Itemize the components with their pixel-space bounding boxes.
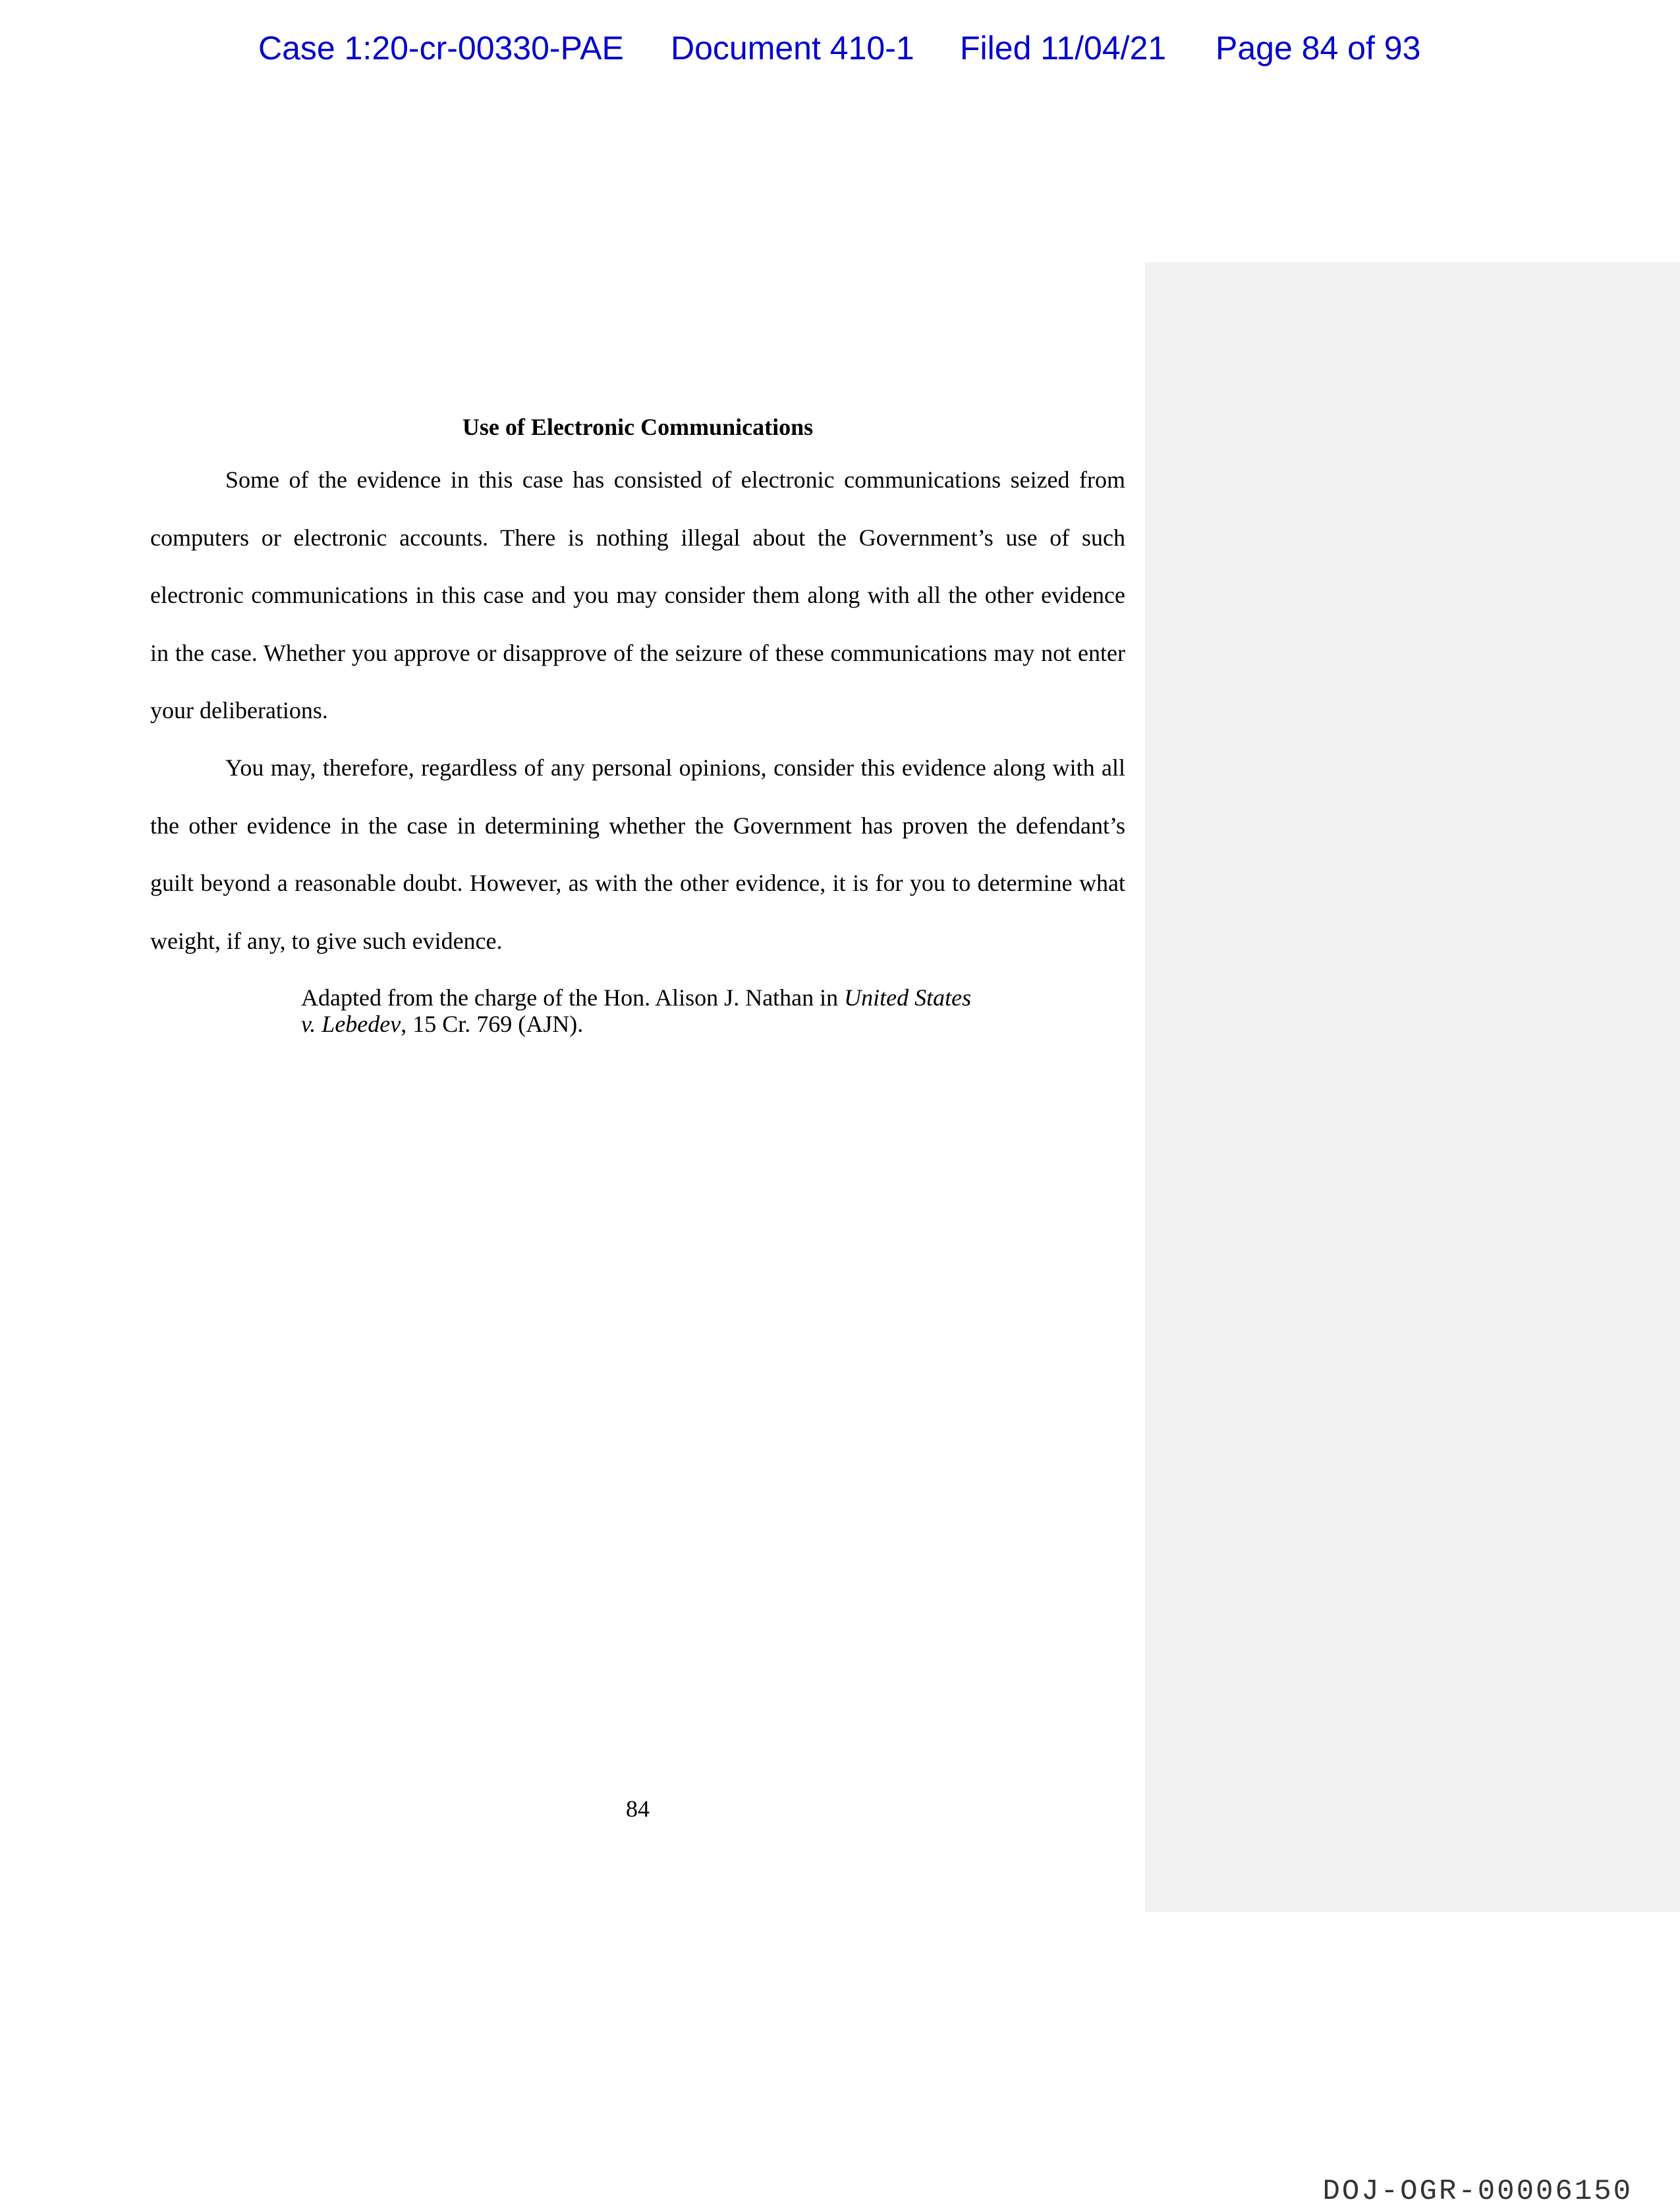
case-header (0, 29, 1680, 75)
filed-date: Filed 11/04/21 (960, 30, 1167, 67)
paragraph-1: Some of the evidence in this case has consisted of electronic communications seized from computers or electronic accounts. There is nothing illegal about the Government’s use of such electronic communications in this case and you may consider them along with all the other evidence in the case. Whether you approve or disapprove of the seizure of these communications may not enter your deliberations. (150, 467, 1125, 723)
case-number: Case 1:20-cr-00330-PAE (258, 30, 624, 67)
bates-number: DOJ-OGR-00006150 (1322, 2175, 1633, 2208)
paragraph-2: You may, therefore, regardless of any personal opinions, consider this evidence along with all the other evidence in the case in determining whether the Government has proven the defendant’s guilt beyond a reasonable doubt. However, as with the other evidence, it is for you to determine what weight, if any, to give such evidence. (150, 754, 1125, 954)
margin-panel (1145, 262, 1680, 1912)
section-heading: Use of Electronic Communications (462, 414, 814, 440)
citation (301, 984, 1026, 1037)
citation-case-name-1: United States (844, 984, 972, 1011)
page-number: 84 (626, 1796, 650, 1822)
citation-suffix: , 15 Cr. 769 (AJN). (401, 1011, 584, 1037)
citation-case-name-2: v. Lebedev (301, 1011, 401, 1037)
page-indicator: Page 84 of 93 (1216, 30, 1421, 67)
citation-prefix: Adapted from the charge of the Hon. Alison J. Nathan in (301, 984, 845, 1011)
document-number: Document 410-1 (671, 30, 914, 67)
